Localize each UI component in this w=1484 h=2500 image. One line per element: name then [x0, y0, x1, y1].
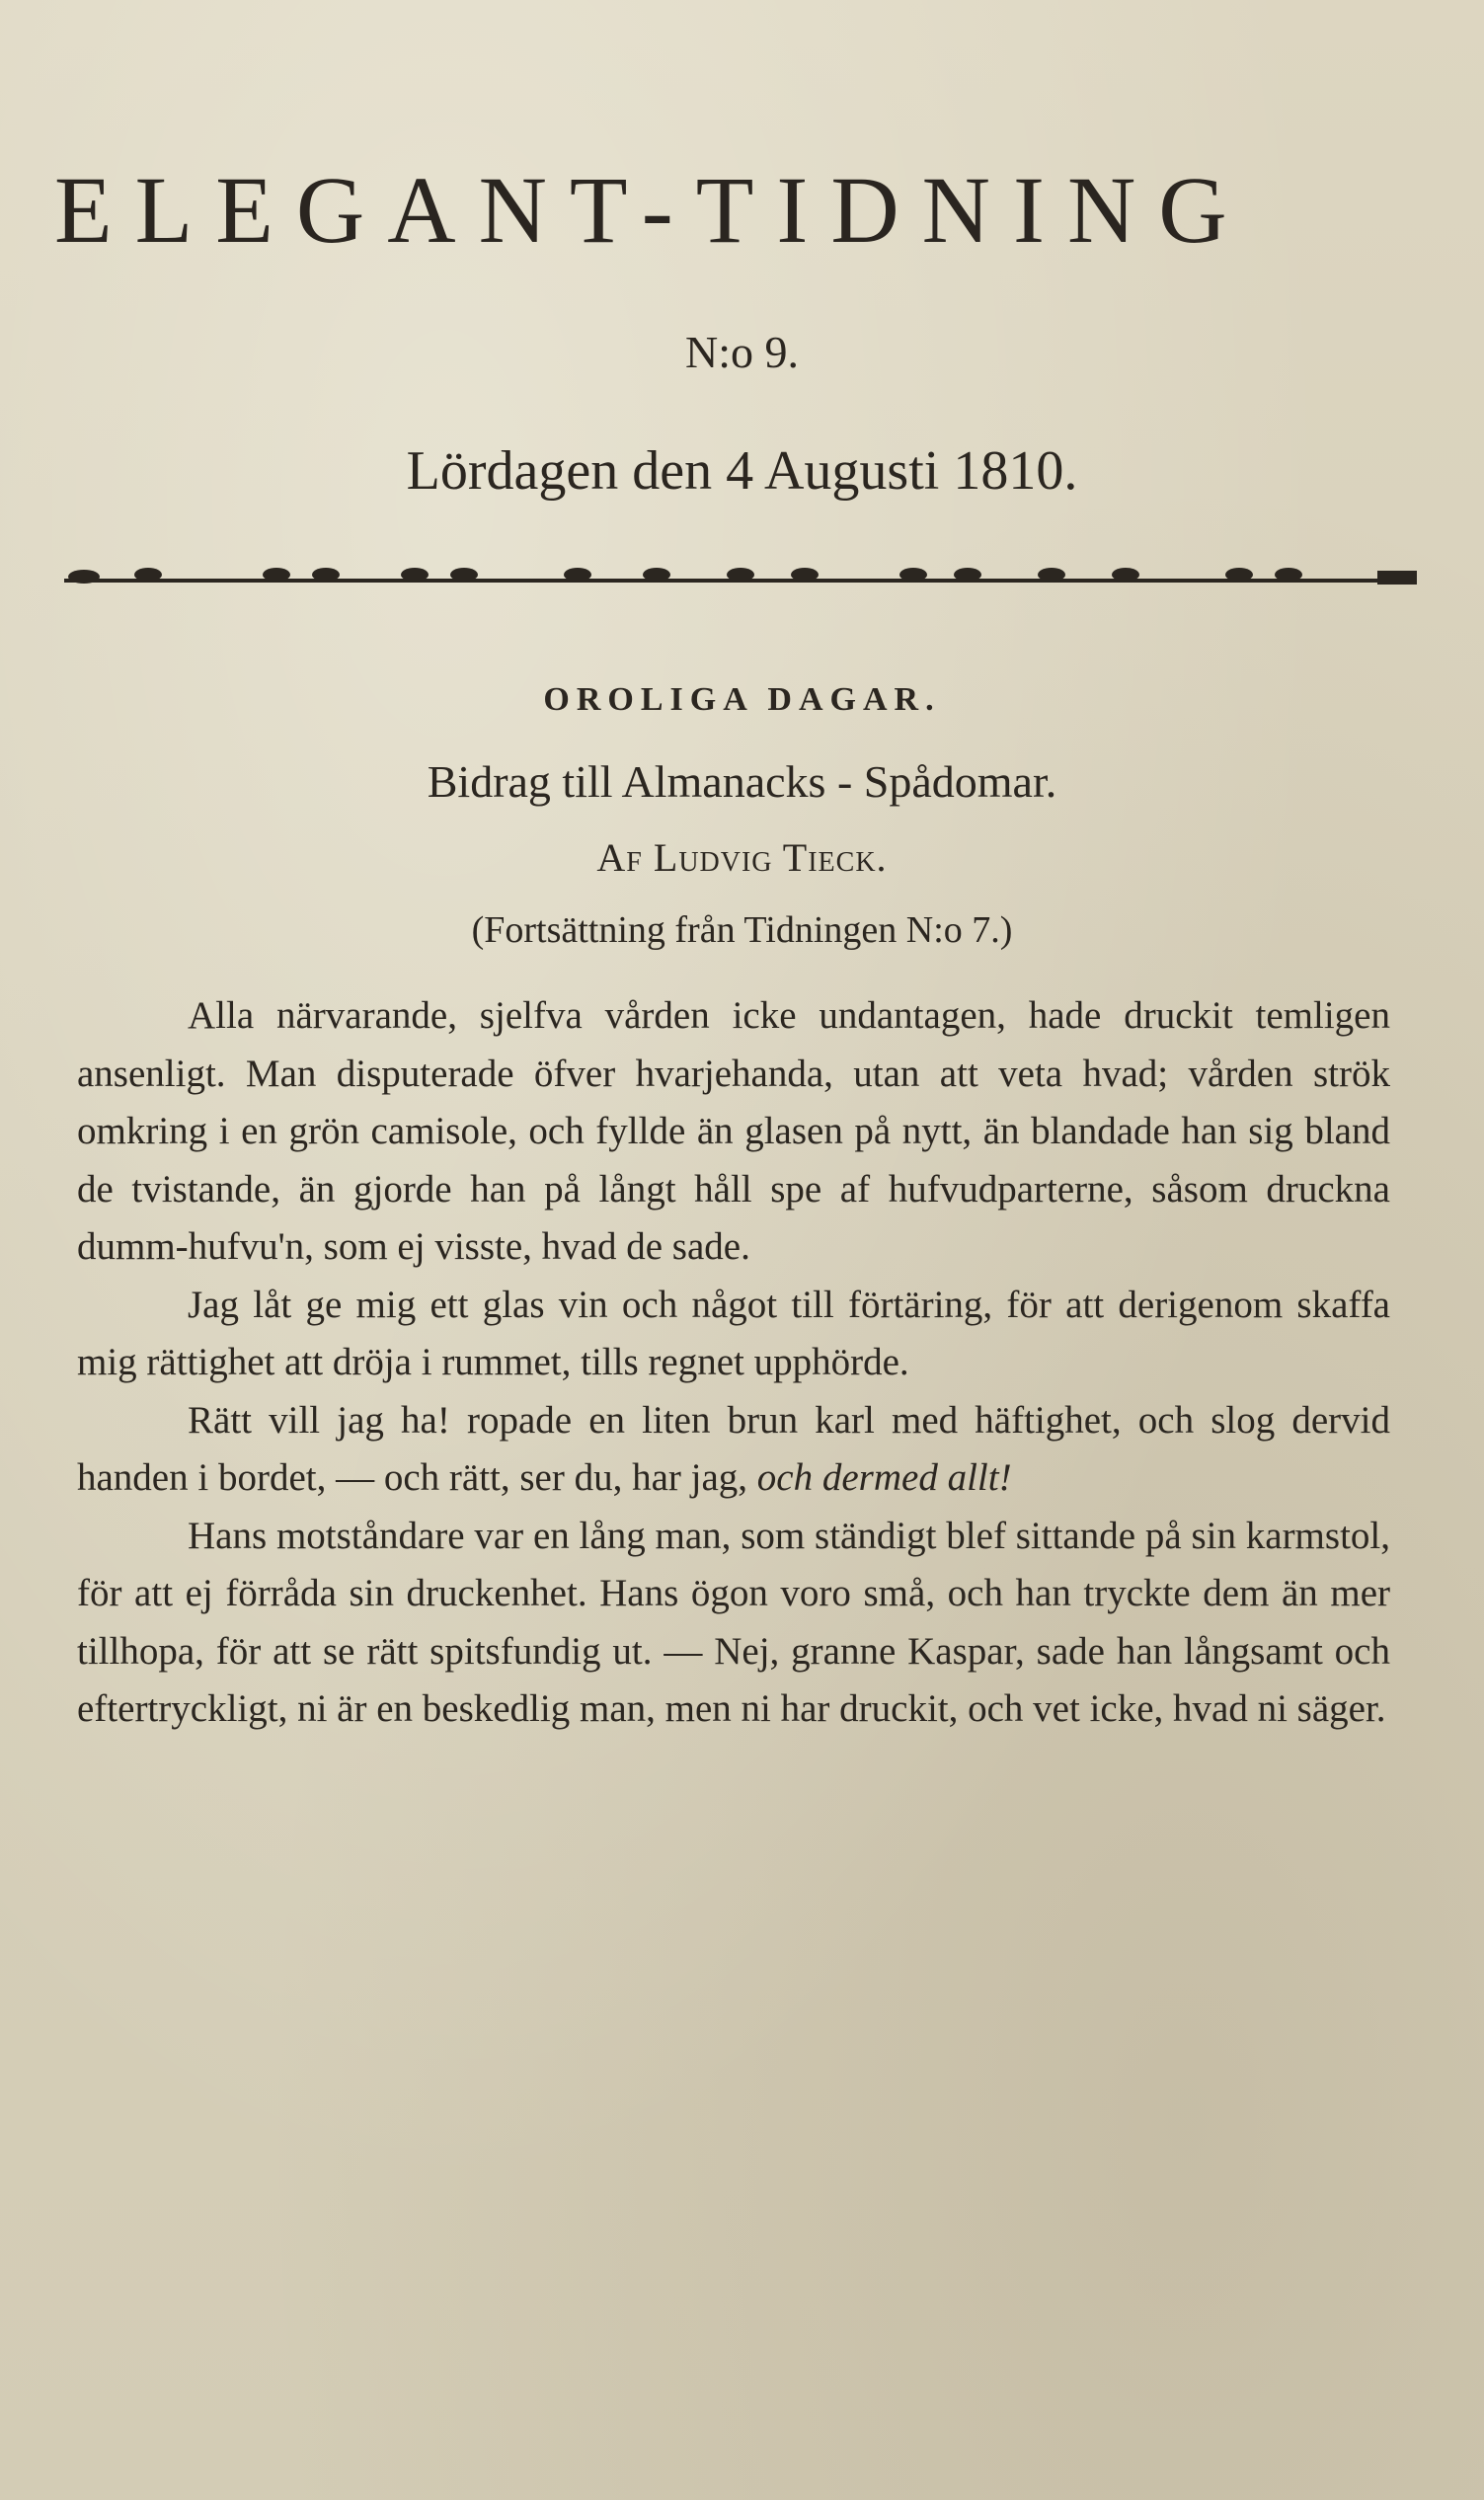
paragraph-text: Rätt vill jag ha! ropade en liten brun karl med häftighet, och slog dervid handen i bordet, — och rätt, ser du, har jag, [77, 1398, 1390, 1499]
article-body [77, 987, 1390, 1739]
masthead-title: ELEGANT-TIDNING [54, 157, 1250, 263]
italic-phrase: och dermed allt! [756, 1456, 1012, 1499]
paragraph [77, 1392, 1390, 1508]
paragraph: Jag låt ge mig ett glas vin och något till förtäring, för att derigenom skaffa mig rättighet att dröja i rummet, tills regnet upphörde. [77, 1283, 1390, 1383]
issue-date: Lördagen den 4 Augusti 1810. [406, 440, 1078, 502]
ornamental-rule [64, 565, 1417, 590]
section-title: OROLIGA DAGAR. [543, 681, 941, 718]
article-subtitle: Bidrag till Almanacks - Spådomar. [427, 756, 1057, 807]
article-author: Af Ludvig Tieck. [596, 835, 888, 880]
paragraph: Hans motståndare var en lång man, som ständigt blef sittande på sin karmstol, för att ej förråda sin druckenhet. Hans ögon voro små, och han tryckte dem än mer tillhopa, för att se rätt spitsfundig ut. — Nej, granne Kaspar, sade han långsamt och eftertryckligt, ni är en beskedlig man, men ni har druckit, och vet icke, hvad ni säger. [77, 1514, 1390, 1730]
paragraph: Alla närvarande, sjelfva vården icke undantagen, hade druckit temligen ansenligt. Man disputerade öfver hvarjehanda, utan att veta hvad; vården strök omkring i en grön camisole, och fyllde än glasen på nytt, än blandade han sig bland de tvistande, än gjorde han på långt håll spe af hufvudparterne, såsom druckna dumm-hufvu'n, som ej visste, hvad de sade. [77, 994, 1390, 1268]
continuation-note: (Fortsättning från Tidningen N:o 7.) [471, 909, 1013, 951]
issue-number: N:o 9. [685, 327, 799, 377]
